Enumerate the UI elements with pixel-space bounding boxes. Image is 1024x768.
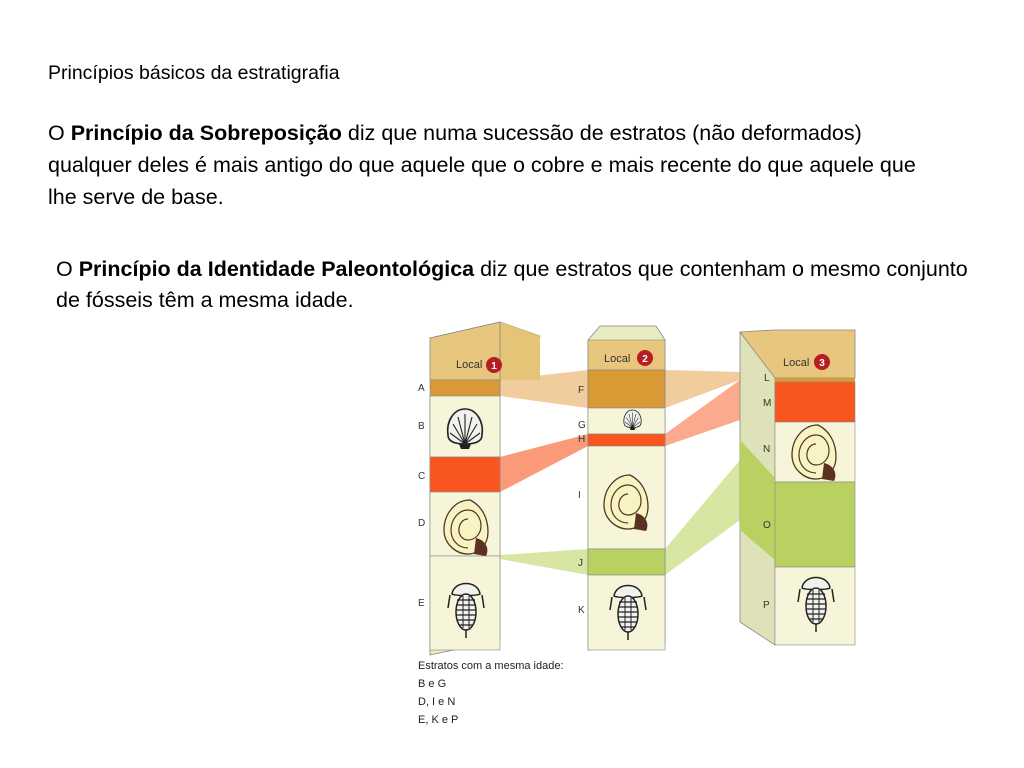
correlation-band-d-j xyxy=(500,549,588,575)
layer-label-a: A xyxy=(418,383,425,394)
layer-label-m: M xyxy=(763,398,772,409)
layer-label-g: G xyxy=(578,420,586,431)
pair-e-k-p: E, K e P xyxy=(418,714,459,726)
superposition-lead: O xyxy=(48,121,71,145)
local-1-number: 1 xyxy=(491,361,497,372)
column-local-3 xyxy=(740,330,855,645)
local-2-number: 2 xyxy=(642,354,648,365)
layer-label-j: J xyxy=(578,558,583,569)
pair-b-g: B e G xyxy=(418,678,447,690)
layer-label-n: N xyxy=(763,444,771,455)
correlation-band-j-o xyxy=(665,460,740,575)
layer-label-h: H xyxy=(578,434,586,445)
identity-lead: O xyxy=(56,257,79,281)
local-2-label: Local xyxy=(604,353,631,365)
diagram-caption: Estratos com a mesma idade: xyxy=(418,660,564,672)
slide-title: Princípios básicos da estratigrafia xyxy=(48,62,340,84)
layer-label-l: L xyxy=(764,373,770,384)
column-local-2 xyxy=(578,326,665,650)
layer-label-c: C xyxy=(418,471,426,482)
correlation-band-c-h xyxy=(500,434,588,492)
identity-term: Princípio da Identidade Paleontológica xyxy=(78,257,475,281)
column-local-1 xyxy=(418,322,540,655)
pair-d-i-n: D, I e N xyxy=(418,696,456,708)
superposition-text: diz que numa sucessão de estratos (não deformados) qualquer deles é mais antigo do que aquele que o cobre e mais recente do que aquele que lhe serve de base. xyxy=(48,121,916,209)
local-3-number: 3 xyxy=(819,358,825,369)
layer-label-o: O xyxy=(763,520,771,531)
layer-label-b: B xyxy=(418,421,425,432)
layer-label-i: I xyxy=(578,490,581,501)
layer-label-e: E xyxy=(418,598,425,609)
identity-text: diz que estratos que contenham o mesmo conjunto de fósseis têm a mesma idade. xyxy=(56,257,968,312)
layer-label-k: K xyxy=(578,605,585,616)
layer-label-p: P xyxy=(763,600,770,611)
superposition-term: Princípio da Sobreposição xyxy=(70,121,342,145)
local-1-label: Local xyxy=(456,359,483,371)
layer-label-d: D xyxy=(418,518,426,529)
layer-label-f: F xyxy=(578,385,585,396)
local-3-label: Local xyxy=(783,357,810,369)
